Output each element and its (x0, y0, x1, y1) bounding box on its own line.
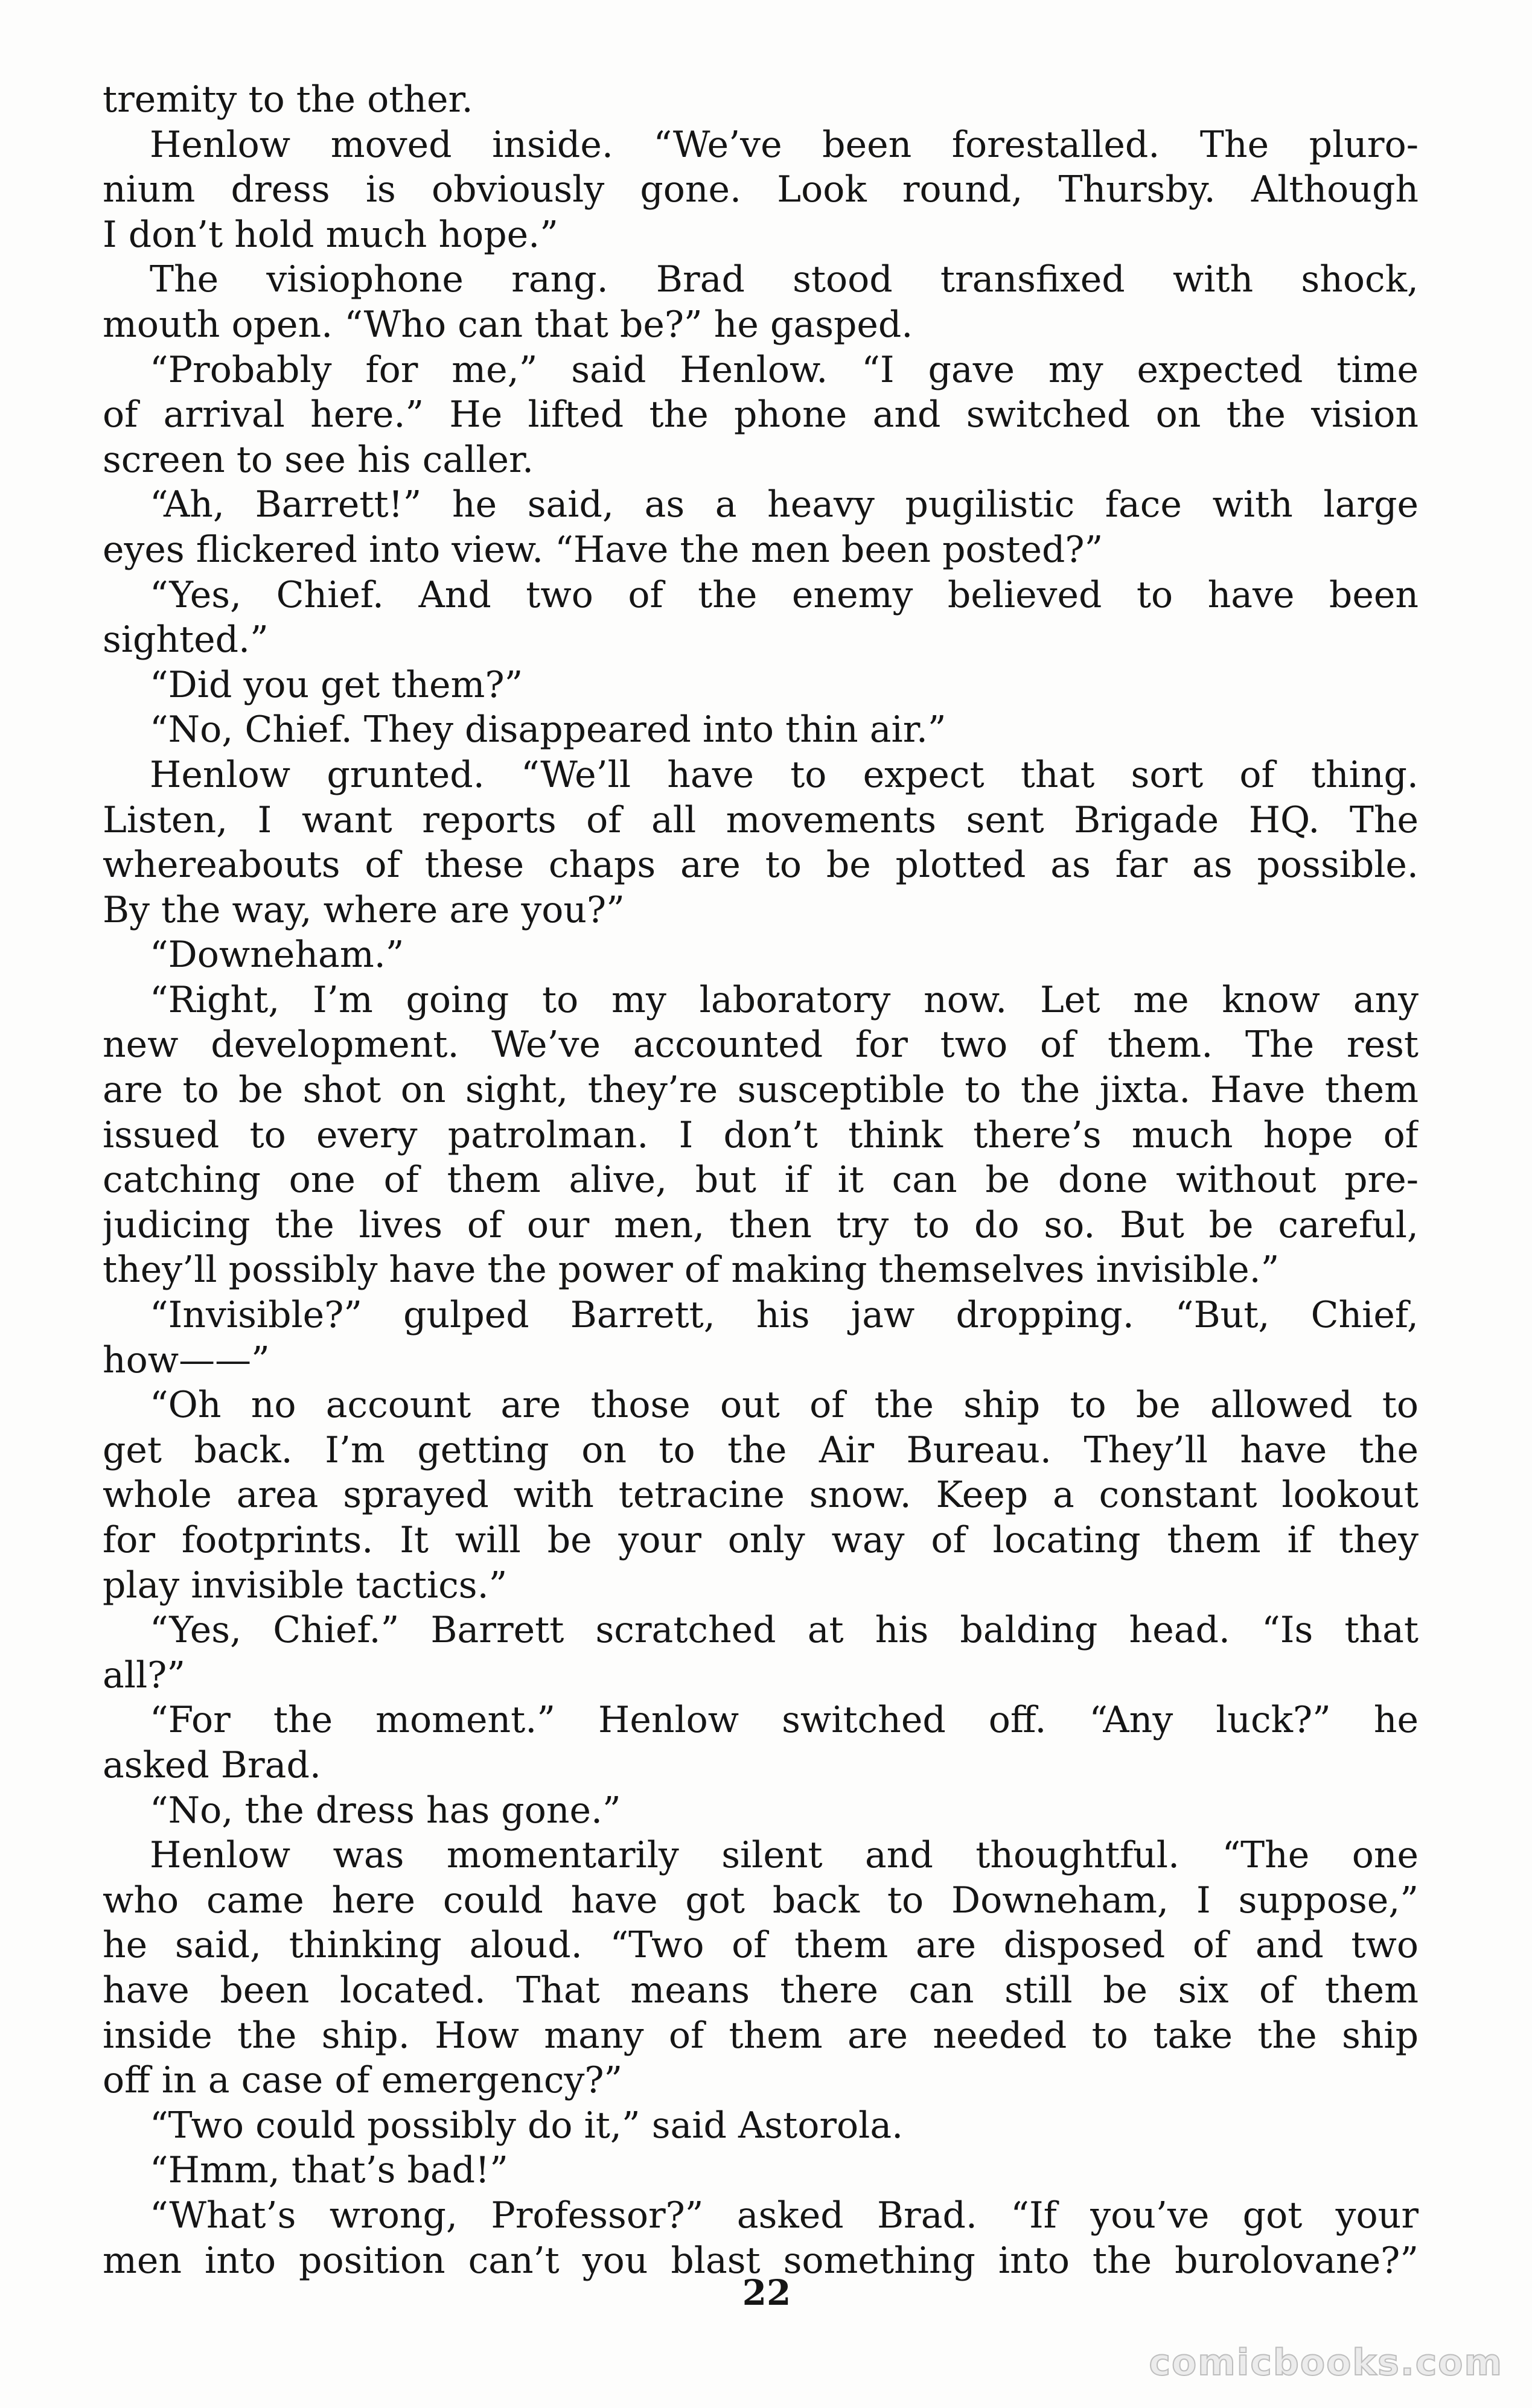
text-line: “Oh no account are those out of the ship to be allowed to (150, 1384, 1419, 1427)
text-line: Henlow moved inside. “We’ve been forestalled. The pluro- (150, 123, 1419, 166)
text-line: “Did you get them?” (150, 663, 523, 706)
text-line: of arrival here.” He lifted the phone and switched on the vision (103, 393, 1419, 436)
text-line: “Invisible?” gulped Barrett, his jaw dropping. “But, Chief, (150, 1294, 1419, 1337)
text-line: whole area sprayed with tetracine snow. Keep a constant lookout (103, 1474, 1419, 1517)
text-line: he said, thinking aloud. “Two of them are disposed of and two (103, 1924, 1419, 1967)
text-line: asked Brad. (103, 1744, 321, 1786)
text-line: tremity to the other. (103, 78, 473, 121)
text-line: how——” (103, 1339, 270, 1381)
text-line: “For the moment.” Henlow switched off. “Any luck?” he (150, 1699, 1419, 1742)
text-line: are to be shot on sight, they’re susceptible to the jixta. Have them (103, 1069, 1419, 1112)
text-line: screen to see his caller. (103, 438, 534, 481)
watermark-logo: comicbooks.com (1149, 2342, 1503, 2384)
text-line: “Yes, Chief. And two of the enemy believed to have been (150, 573, 1419, 616)
text-line: whereabouts of these chaps are to be plotted as far as possible. (103, 844, 1419, 887)
text-line: Henlow grunted. “We’ll have to expect that sort of thing. (150, 753, 1419, 796)
text-line: “Hmm, that’s bad!” (150, 2149, 508, 2192)
text-line: off in a case of emergency?” (103, 2059, 623, 2102)
text-line: get back. I’m getting on to the Air Bureau. They’ll have the (103, 1429, 1419, 1471)
text-line: “Right, I’m going to my laboratory now. Let me know any (150, 978, 1419, 1021)
text-line: have been located. That means there can still be six of them (103, 1969, 1419, 2011)
text-line: “Yes, Chief.” Barrett scratched at his balding head. “Is that (150, 1609, 1419, 1652)
body-text (103, 77, 1419, 2283)
text-line: inside the ship. How many of them are needed to take the ship (103, 2014, 1419, 2057)
text-line: “No, the dress has gone.” (150, 1789, 621, 1832)
text-line: for footprints. It will be your only way of locating them if they (103, 1519, 1419, 1561)
text-line: By the way, where are you?” (103, 888, 625, 931)
text-line: nium dress is obviously gone. Look round, Thursby. Although (103, 168, 1419, 211)
text-line: “No, Chief. They disappeared into thin air.” (150, 709, 946, 751)
text-line: “Two could possibly do it,” said Astorola. (150, 2104, 904, 2147)
text-line: issued to every patrolman. I don’t think there’s much hope of (103, 1113, 1419, 1156)
text-line: “Downeham.” (150, 934, 404, 976)
page-number: 22 (742, 2272, 791, 2313)
text-line: “Ah, Barrett!” he said, as a heavy pugilistic face with large (150, 483, 1419, 526)
text-line: I don’t hold much hope.” (103, 213, 558, 256)
text-line: The visiophone rang. Brad stood transfixed with shock, (150, 258, 1419, 301)
text-line: play invisible tactics.” (103, 1564, 508, 1607)
text-line: “Probably for me,” said Henlow. “I gave my expected time (150, 348, 1419, 391)
text-line: catching one of them alive, but if it can be done without pre- (103, 1159, 1419, 1202)
text-line: Listen, I want reports of all movements sent Brigade HQ. The (103, 798, 1419, 841)
text-line: eyes flickered into view. “Have the men been posted?” (103, 528, 1103, 571)
text-line: “What’s wrong, Professor?” asked Brad. “If you’ve got your (150, 2194, 1419, 2237)
text-line: judicing the lives of our men, then try to do so. But be careful, (103, 1203, 1419, 1246)
text-line: Henlow was momentarily silent and thoughtful. “The one (150, 1834, 1419, 1877)
text-line: all?” (103, 1654, 185, 1696)
text-line: they’ll possibly have the power of making themselves invisible.” (103, 1249, 1280, 1292)
text-line: mouth open. “Who can that be?” he gasped. (103, 303, 913, 346)
text-line: who came here could have got back to Downeham, I suppose,” (103, 1879, 1419, 1922)
text-line: men into position can’t you blast something into the burolovane?” (103, 2239, 1419, 2282)
text-line: sighted.” (103, 619, 269, 661)
text-line: new development. We’ve accounted for two of them. The rest (103, 1024, 1419, 1066)
